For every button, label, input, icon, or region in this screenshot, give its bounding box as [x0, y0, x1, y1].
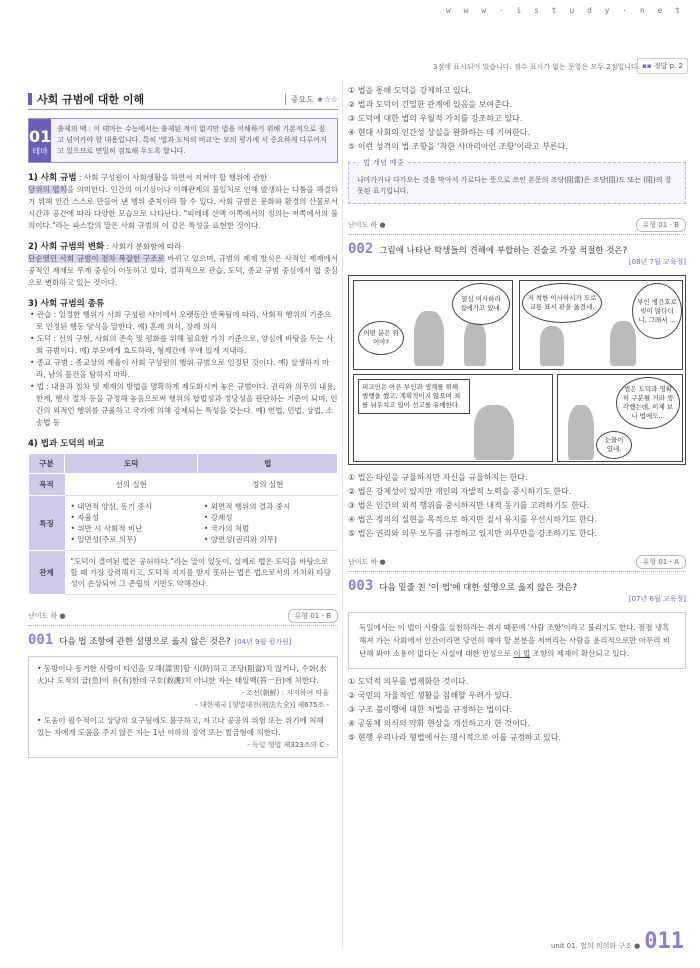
q002-choices — [348, 471, 686, 541]
table-row — [29, 496, 338, 551]
q002-difficulty: 난이도 하 ● — [348, 221, 386, 229]
item-2-body — [28, 253, 338, 289]
q003-line — [348, 578, 686, 594]
left-column — [28, 92, 338, 758]
q003-choice-4[interactable]: ④ 공동체 의식의 약화 현상을 개선하고자 한 것이다. — [348, 719, 531, 728]
q001-choice-5[interactable]: ⑤ 이런 성격의 법 조항을 '착한 사마리아인 조항'이라고 부른다. — [348, 142, 568, 151]
item-1-pre: : 사회 구성원이 사회생활을 하면서 지켜야 할 행위에 관한 — [76, 173, 268, 182]
q003-text: 다음 밑줄 친 '이 법'에 대한 설명으로 옳지 않은 것은? — [379, 583, 578, 593]
item-2-highlight: 단순했던 사회 규범이 점차 복잡한 구조로 — [28, 254, 165, 263]
q001-line — [28, 632, 338, 648]
q003-passage-pre: 독일에서는 이 법이 사람을 실천하라는 취지 때문에 '사람 조항'이라고 불리기도 한다. 점점 냉혹해져 가는 사회에서 인간이라면 당연히 해야 할 본분을 저버리는 사람을 윤리적으로만 아무리 비난해 봐야 소용이 없다는 사실에 대한 반성으로 — [359, 623, 671, 658]
law-note-title: 법 개념 예중 — [359, 157, 408, 168]
q001-clause-1-source: - 대한제국 [형법대전(刑法大全)] 제675조 - — [195, 701, 329, 709]
score-note: 3점에 표시되어 있습니다. 점수 표시가 없는 문항은 모두 2점입니다. — [433, 63, 640, 71]
figure-drawing — [474, 405, 514, 460]
q001-meta — [28, 609, 338, 626]
q001-text: 다음 법 조항에 관한 설명으로 옳지 않은 것은? — [59, 637, 231, 647]
right-column — [348, 84, 686, 745]
type-moral: • 도덕 : 선의 구현, 사회의 존속 및 평화를 위해 필요한 가치 기준으로, 양심에 바탕을 두는 사회 규범이다. 예) 부모에게 효도하라, 형제간에 우애 있게 지내라. — [30, 334, 334, 355]
q001-type: 유형 01 - B — [288, 609, 338, 623]
comic-illustration — [348, 275, 686, 465]
q001-clause-1-note: - 조선(朝鮮) : 지지하여 약율 — [241, 689, 329, 697]
q002-type: 유형 01 - B — [636, 218, 686, 232]
q002-choice-5[interactable]: ⑤ 법은 권리와 의무 모두를 규정하고 있지만 의무만을 강조하기도 한다. — [348, 529, 597, 538]
q001-clause-2-source: - 독일 형법 제323조의 C - — [247, 741, 329, 749]
q003-type: 유형 01 - A — [636, 555, 686, 569]
q001-number: 001 — [28, 632, 54, 648]
figure-drawing — [610, 321, 636, 366]
item-2-post: 바뀌고 있으며, 규범의 제재 방식은 사적인 제재에서 공적인 제재로 무게 중심이 이동하고 있다. 결과적으로 관습, 도덕, 종교 규범 중심에서 법 중심으로 변화하고 있는 것이다. — [28, 254, 338, 287]
comic-panel-4 — [557, 374, 683, 462]
page-number: 011 — [644, 929, 684, 954]
q002-number: 002 — [348, 241, 374, 257]
speech-bubble: 눈물이 있네. — [596, 431, 632, 459]
q001-source-box — [28, 656, 338, 758]
item-1-post: 을 의미한다. 인간의 이기심이나 이해관계의 불일치로 인해 발생하는 다툼을 해결하기 위해 인간 스스로 만들어 낸 행위 준칙이라 할 수 있다. 사회 규범은 문화와 환경의 산물로서 시간과 공간에 따라 다양한 모습으로 나타난다. "피레네 산맥 이쪽에서의 정의는 저쪽에서의 불의이다."라는 파스칼의 말은 사회 규범의 이 같은 특성을 표현한 것이다. — [28, 185, 338, 230]
comic-panel-2 — [519, 280, 683, 370]
q001-choice-3[interactable]: ③ 도덕에 대한 법의 우월적 가치를 강조하고 있다. — [348, 114, 523, 123]
answer-icon: ▪▪ — [642, 62, 652, 70]
theme-number: 01 — [29, 127, 52, 146]
item-2-pre: : 사회가 분화함에 따라 — [104, 242, 182, 251]
figure-drawing — [464, 321, 486, 366]
q002-choice-3[interactable]: ③ 법은 인간의 외적 행위를 중시하지만 내적 동기를 고려하기도 한다. — [348, 501, 590, 510]
q002-choice-1[interactable]: ① 법은 타인을 규율하지만 자신을 규율하지는 한다. — [348, 473, 528, 482]
section-bar-icon — [28, 93, 32, 105]
q002-text: 그림에 나타난 학생들의 견해에 부합하는 진술로 가장 적절한 것은? — [379, 246, 628, 256]
speech-bubble: 부인 병간호로 빚이 많다더니, 그래서 ... — [632, 283, 682, 339]
type-law: • 법 : 내용과 절차 및 제재의 방법을 명확하게 제도화시켜 놓은 규범이다. 권리와 의무의 내용, 한계, 행사 절차 등을 규정해 놓음으로써 행위의 합법성과 정당성을 판단하는 기준이 되며, 인간의 외적인 행위를 규율하고 국가에 의해 강제되는 특성을 갖는다. 예) 헌법, 민법, 상법, 소송법 등 — [30, 382, 338, 427]
q003-choice-1[interactable]: ① 도덕적 의무를 법제화한 것이다. — [348, 677, 469, 686]
q003-choices — [348, 675, 686, 745]
types-head: 3) 사회 규범의 종류 — [28, 299, 105, 309]
answer-page-tag — [637, 58, 688, 74]
speech-bubble: 법은 도덕과 명확히 구분될 거라 생각했는데, 이제 보니 법에도... — [616, 377, 680, 429]
item-1-body — [28, 184, 338, 232]
speech-bubble: 저 착한 이사하시가 도로 교통 표시 판을 옮겼네. — [522, 283, 602, 323]
compare-table — [28, 453, 338, 595]
speech-bubble: 열심 이사하라 집에가고 있네. — [452, 283, 510, 325]
cell-law: • 외면적 행위의 결과 중시 • 강제성 • 국가의 처벌 • 양면성(권리와 의무) — [198, 496, 338, 551]
theme-badge — [29, 119, 51, 162]
item-2 — [28, 240, 338, 253]
q001-choice-4[interactable]: ④ 현대 사회의 인간성 상실을 완화하는 데 기여한다. — [348, 128, 531, 137]
table-row — [29, 551, 338, 595]
q002-line — [348, 241, 686, 257]
q003-choice-2[interactable]: ② 국민의 자율적인 생활을 침해할 우려가 있다. — [348, 691, 513, 700]
item-2-head: 2) 사회 규범의 변화 — [28, 242, 105, 252]
q003-difficulty: 난이도 하 ● — [348, 558, 386, 566]
column-divider — [342, 80, 343, 950]
row-label: 관계 — [29, 551, 65, 595]
q003-passage — [348, 612, 686, 669]
figure-drawing — [540, 326, 564, 366]
q003-passage-post: 조항의 제재이 확산되고 있다. — [530, 649, 630, 658]
page-footer — [551, 929, 684, 954]
q002-choice-2[interactable]: ② 법은 강제성이 있지만 개인의 자발적 노력을 중시하기도 한다. — [348, 487, 572, 496]
q003-passage-underline: 이 법 — [513, 649, 531, 658]
type-religion: • 종교 규범 : 종교상의 계율이 사회 구성원의 행위 규범으로 인정된 것이다. 예) 살생하지 마라, 남의 물건을 탐하지 마라. — [30, 358, 330, 379]
q003-choice-5[interactable]: ⑤ 현행 우리나라 형법에서는 명시적으로 이를 규정하고 있다. — [348, 733, 561, 742]
answer-label: 정답 p. 2 — [653, 62, 683, 70]
item-1 — [28, 171, 338, 184]
law-note-box — [348, 158, 686, 204]
table-row — [29, 474, 338, 496]
q003-choice-3[interactable]: ③ 구조 불이행에 대한 처벌을 규정하는 법이다. — [348, 705, 513, 714]
section-title: 사회 규범에 대한 이해 — [37, 93, 145, 106]
figure-drawing — [414, 311, 444, 366]
q001-difficulty: 난이도 하 ● — [28, 612, 66, 620]
cell-moral: 선의 실현 — [65, 474, 198, 496]
q001-choice-2[interactable]: ② 법과 도덕이 긴밀한 관계에 있음을 보여준다. — [348, 100, 513, 109]
item-1-highlight: 당위의 법칙 — [28, 185, 67, 194]
q001-source: [04년 9월 평가원] — [234, 638, 292, 646]
theme-label: 테마 — [32, 147, 48, 156]
cell-relation: "도덕이 결여된 법은 공허하다."라는 말이 있듯이, 실제로 법은 도덕을 바탕으로 할 때 가장 강력해지고, 도덕적 지지를 받지 못하는 법은 법으로서의 가치와 타당성이 손상되어 그 존립의 기반도 약해진다. — [65, 551, 338, 595]
importance — [285, 94, 338, 105]
importance-label: 중요도 — [290, 94, 314, 104]
comic-panel-1 — [353, 280, 513, 370]
row-label: 특징 — [29, 496, 65, 551]
cell-moral: • 내면적 양심, 동기 중시 • 자율성 • 위반 시 사회적 비난 • 일면성(주로 의무) — [65, 496, 198, 551]
q001-choice-1[interactable]: ① 법을 통해 도덕을 강제하고 있다. — [348, 86, 471, 95]
site-url: w w w · i s t u d y · n e t — [445, 6, 684, 15]
section-header — [28, 92, 338, 110]
q002-choice-4[interactable]: ④ 법은 정의의 실현을 목적으로 하지만 질서 유지를 우선시하기도 한다. — [348, 515, 597, 524]
speech-bubble: 어떤 분은 위이야? — [358, 321, 404, 355]
importance-stars: ★☆☆ — [316, 94, 338, 104]
judge-caption: 피고인은 아픈 부인과 생계를 위해 범행을 했고, 계획적이지 않으며 죄를 뉘우치고 있어 선고를 유예한다. — [358, 379, 470, 414]
cell-law: 정의 실현 — [198, 474, 338, 496]
item-1-head: 1) 사회 규범 — [28, 173, 77, 183]
type-custom: • 관습 : 일정한 행위가 사회 구성원 사이에서 오랫동안 반복됨에 따라, 사회적 행위의 기준으로 인정된 행동 양식을 말한다. 예) 혼례 의식, 장례 의식 — [30, 310, 332, 331]
q001-clause-1: • 동방이나 동거한 사람이 타인을 모해(謀害)할 시(時)하고 조당(阻當)치 않거나, 수화(水火)나 도적의 급(急)이 유(有)한데 구호(救護)치 아니한 자는 태일백(笞一百)에 처한다. — [37, 664, 327, 685]
col-header-category: 구분 — [29, 454, 65, 474]
q001-clause-2: • 도움이 필수적이고 상당히 요구됨에도 불구하고, 자고나 공공의 위험 또는 위기에 처해 있는 자에게 도움을 주지 않은 자는 1년 이하의 징역 또는 벌금형에 처한다. — [37, 716, 324, 737]
col-header-law: 법 — [198, 454, 338, 474]
theme-box — [28, 118, 338, 163]
comic-panel-3 — [353, 374, 553, 462]
q002-source: [08년 7월 교육청] — [628, 258, 686, 266]
law-note-text: 나마가거나 다가오는 것을 막아서 가로다는 뜻으로 쓰인 본문의 조당(阻當)은 조당(阻)도 또는 (阻)의 잘못된 표기입니다. — [357, 176, 672, 195]
q003-number: 003 — [348, 578, 374, 594]
footer-unit: unit 01. 법의 의의와 구조 ● — [550, 942, 641, 950]
q003-source: [07년 6월 교육청] — [628, 595, 686, 603]
q002-meta — [348, 218, 686, 235]
theme-text: 출제의 맥 : 이 테마는 수능에서는 출제된 적이 없지만 법을 이해하기 위해 기본적으로 짚고 넘어가야 할 내용입니다. 특히 '법과 도덕의 비교'는 모의 평가에 서 중요하게 다루어지고 있으므로 면밀히 검토해 두도록 합니다. — [57, 125, 327, 155]
q003-meta — [348, 555, 686, 572]
compare-head: 4) 법과 도덕의 비교 — [28, 439, 105, 449]
row-label: 목적 — [29, 474, 65, 496]
col-header-moral: 도덕 — [65, 454, 198, 474]
figure-drawing — [568, 405, 594, 460]
